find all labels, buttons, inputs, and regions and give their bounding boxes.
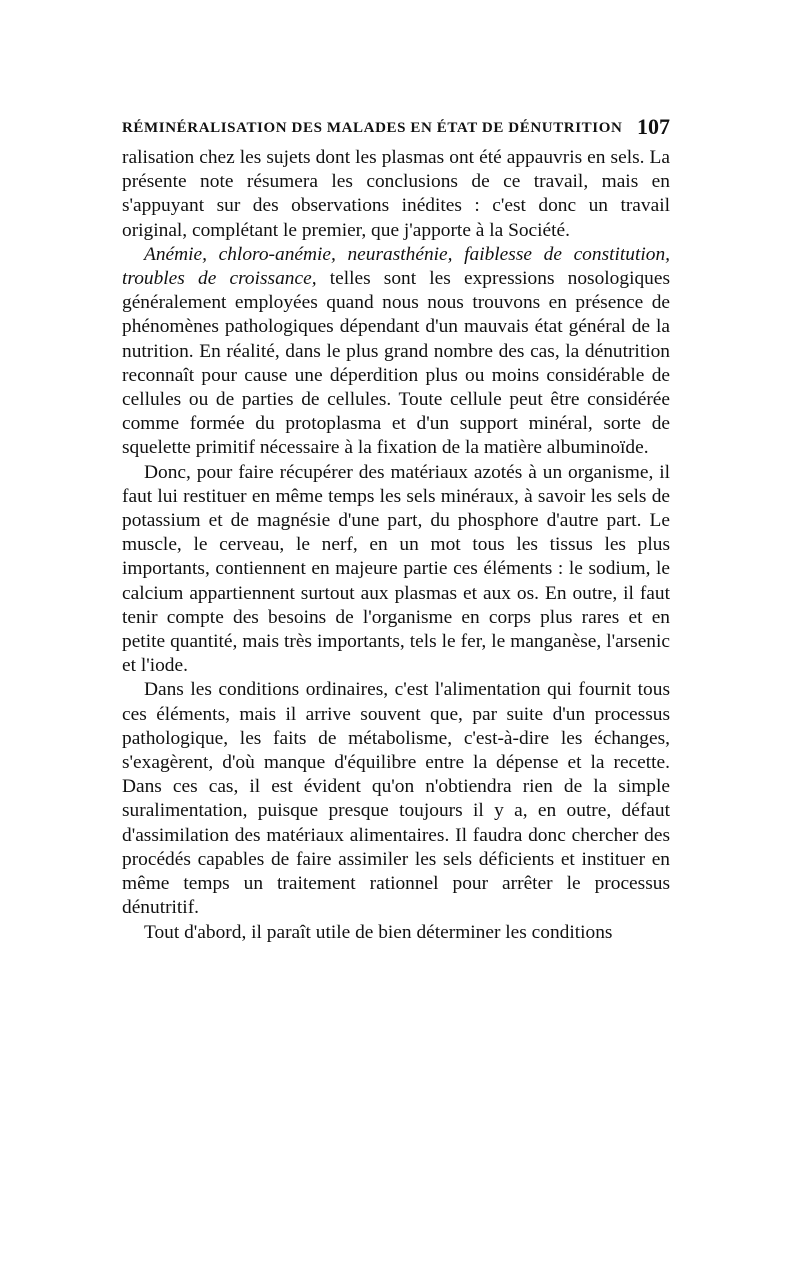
running-title: RÉMINÉRALISATION DES MALADES EN ÉTAT DE DÉNUTRITION [122,120,623,136]
paragraph-tout-dabord: Tout d'abord, il paraît utile de bien déterminer les conditions [144,921,613,943]
page-number: 107 [637,114,670,139]
paragraph-anemie-text: telles sont les expressions nosologiques généralement employées quand nous nous trouvons en présence de phénomènes pathologiques dépendant d'un mauvais état général de la nutrition. En réalité, dans le plus grand nombre des cas, la dénutrition reconnaît pour cause une déperdition plus ou moins considérable de cellules ou de parties de cellules. Toute cellule peut être considérée comme formée du protoplasma et d'un support minéral, sorte de squelette primitif nécessaire à la fixation de la matière albuminoïde. [122,268,670,459]
book-page [122,112,670,945]
paragraph-continued: ralisation chez les sujets dont les plasmas ont été appauvris en sels. La présente note résumera les conclusions de ce travail, mais en s'appuyant sur des observations inédites : c'est donc un travail original, complétant le premier, que j'apporte à la Société. [122,147,670,241]
paragraph-donc: Donc, pour faire récupérer des matériaux azotés à un organisme, il faut lui restituer en même temps les sels minéraux, à savoir les sels de potassium et de magnésie d'une part, du phosphore d'autre part. Le muscle, le cerveau, le nerf, en un mot tous les tissus les plus importants, contiennent en majeure partie ces éléments : le sodium, le calcium appartiennent surtout aux plasmas et aux os. En outre, il faut tenir compte des besoins de l'organisme en corps plus rares et en petite quantité, mais très importants, tels le fer, le manganèse, l'arsenic et l'iode. [122,461,670,677]
paragraph-conditions-ordinaires: Dans les conditions ordinaires, c'est l'alimentation qui fournit tous ces éléments, mais il arrive souvent que, par suite d'un processus pathologique, les faits de métabolisme, c'est-à-dire les échanges, s'exagèrent, d'où manque d'équilibre entre la dépense et la recette. Dans ces cas, il est évident qu'on n'obtiendra rien de la simple suralimentation, puisque presque toujours il y a, en outre, défaut d'assimilation des matériaux alimentaires. Il faudra donc chercher des procédés capables de faire assimiler les sels déficients et instituer en même temps un traitement rationnel pour arrêter le processus dénutritif. [122,679,670,919]
paragraph-anemie-italic-terms: Anémie, chloro-anémie, neurasthénie, faiblesse de constitution, troubles de croissance, [122,243,670,290]
paragraph-anemie [122,243,670,461]
body-text [122,146,670,945]
running-head [122,112,670,146]
